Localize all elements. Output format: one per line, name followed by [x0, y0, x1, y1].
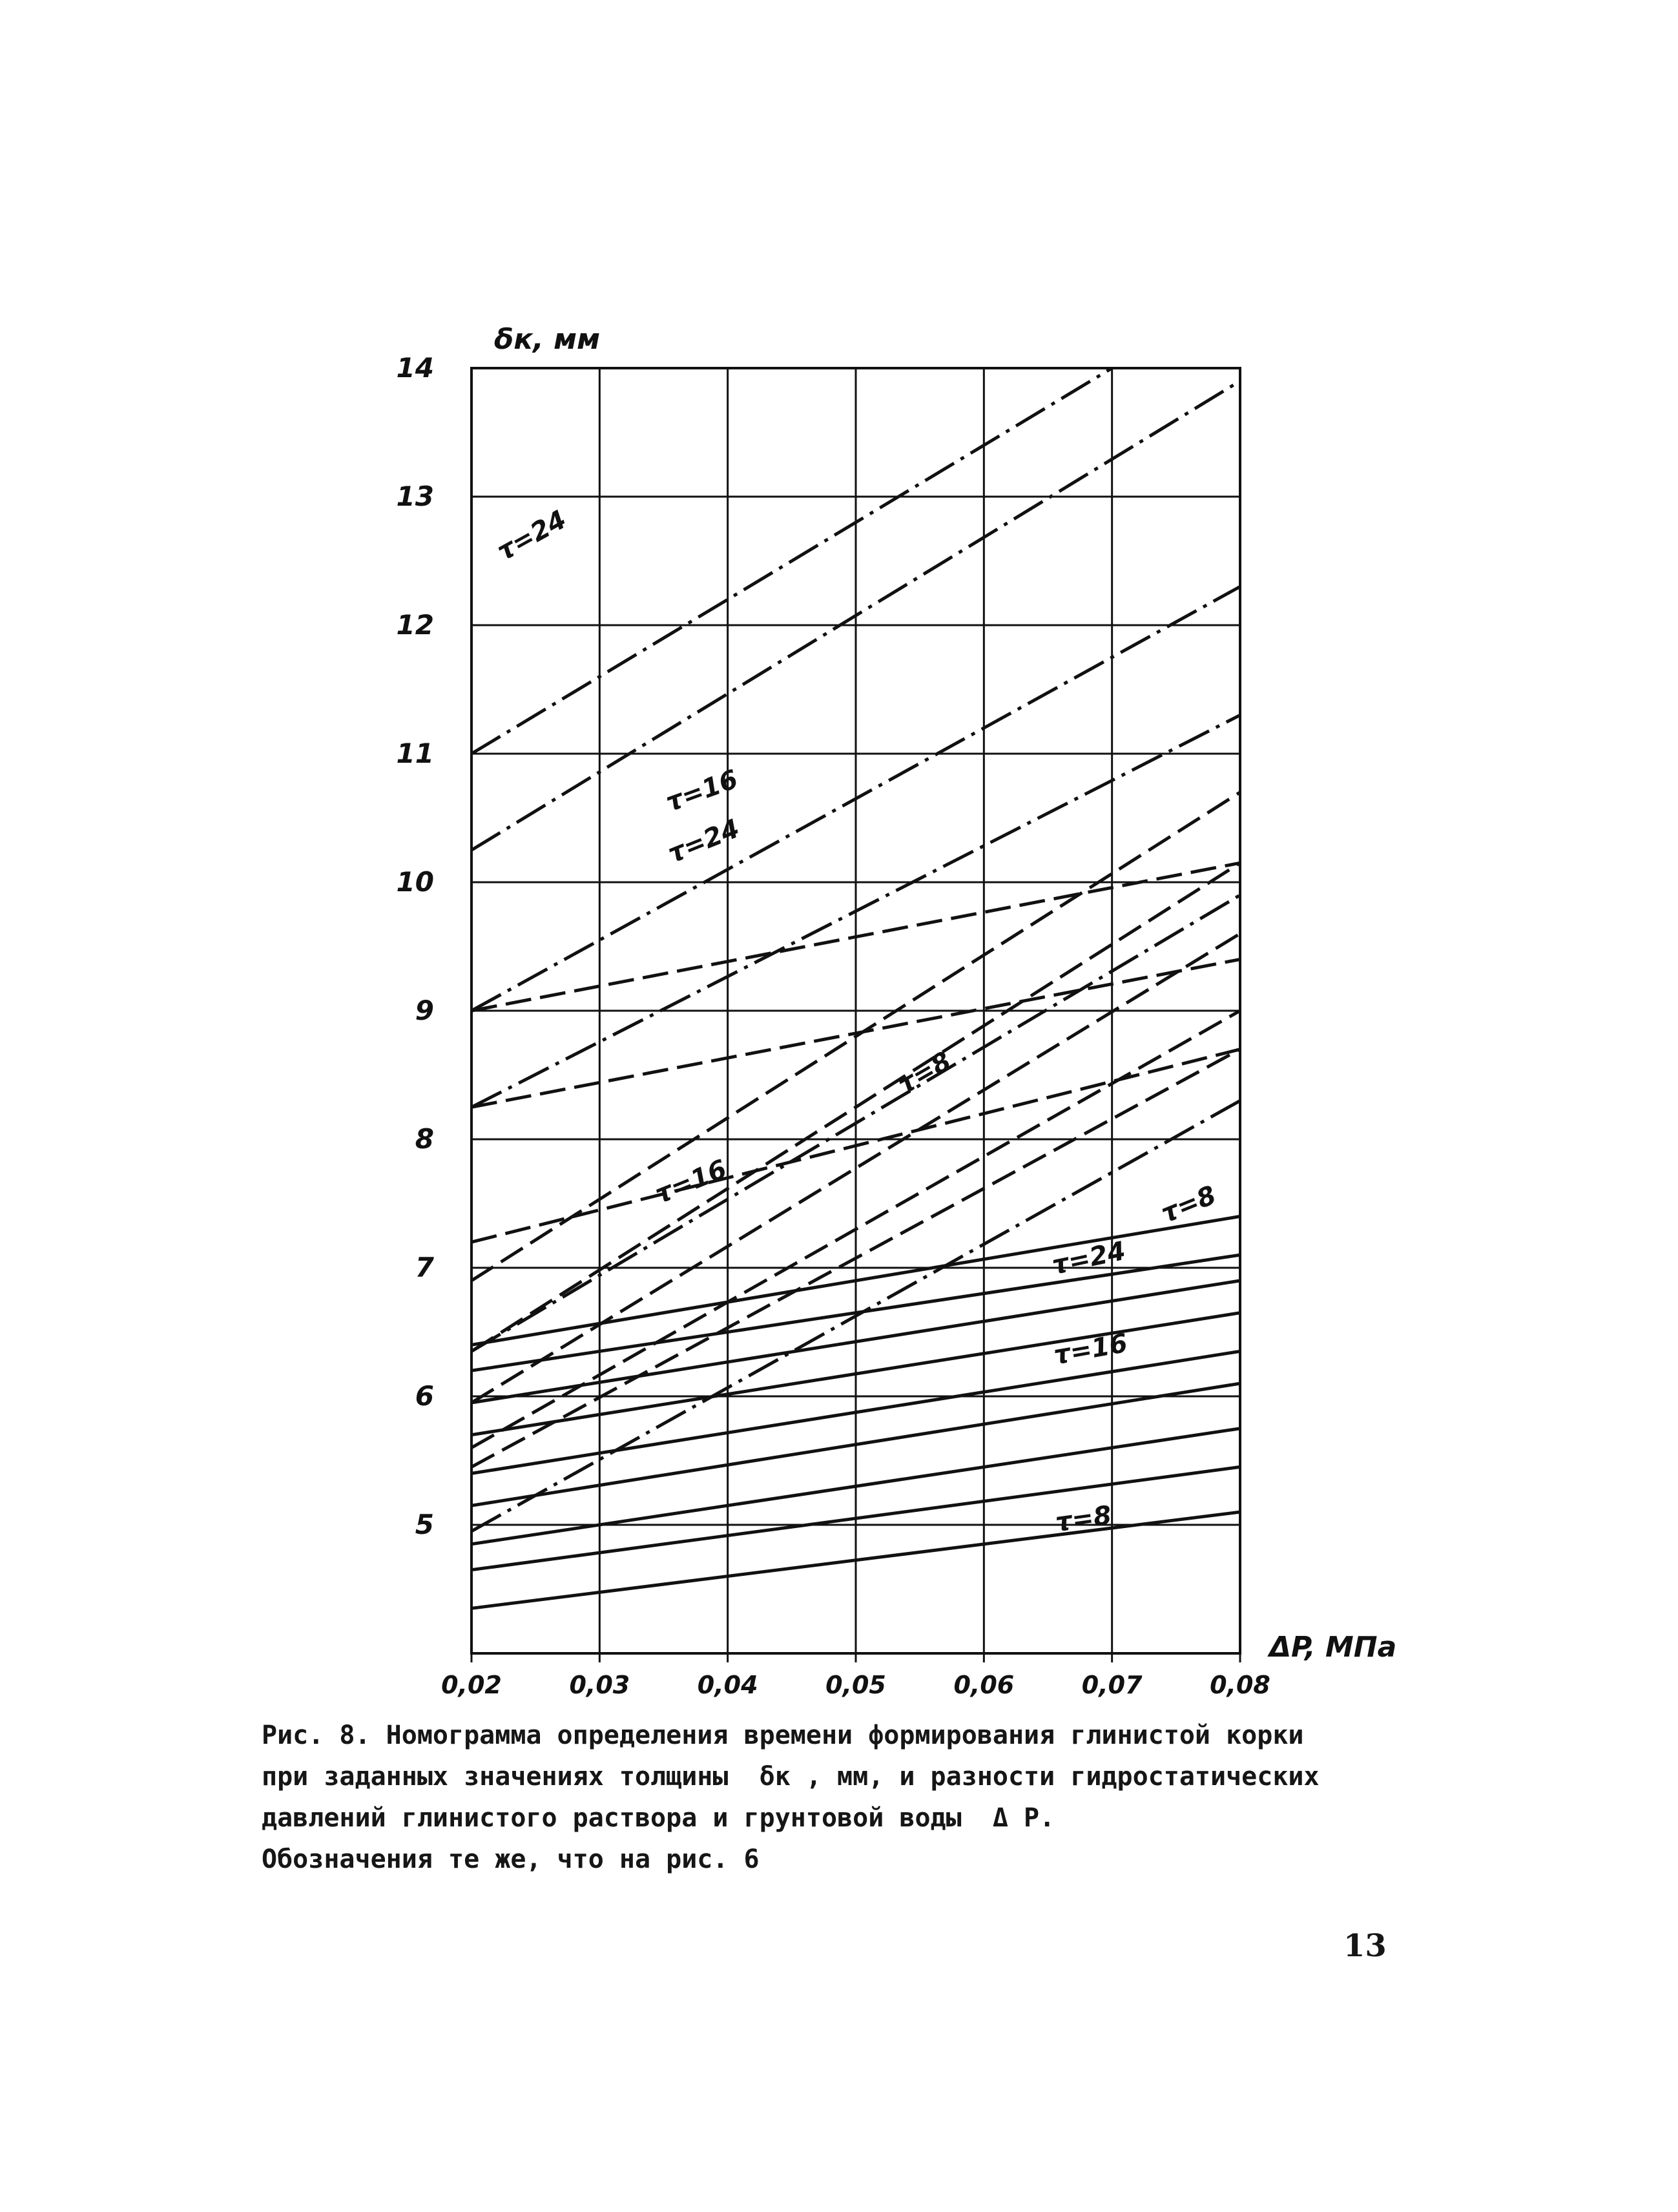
curve-label: τ=8 — [1157, 1180, 1221, 1229]
x-tick-label: 0,08 — [1210, 1671, 1270, 1699]
caption-line: давлений глинистого раствора и грунтовой воды Δ Р. — [262, 1803, 1055, 1833]
y-axis-title: δк, мм — [494, 323, 601, 356]
x-tick-label: 0,07 — [1081, 1671, 1143, 1699]
curve-label: τ=8 — [1053, 1500, 1113, 1538]
x-tick-label: 0,02 — [441, 1671, 502, 1699]
curve-label: τ=16 — [662, 764, 742, 818]
y-tick-label: 7 — [415, 1252, 434, 1283]
y-tick-label: 8 — [415, 1123, 434, 1155]
curve-label: τ=24 — [492, 504, 572, 567]
y-tick-label: 12 — [396, 609, 434, 641]
x-tick-label: 0,03 — [569, 1671, 630, 1699]
x-axis-title: ΔP, МПа — [1269, 1631, 1397, 1664]
y-tick-label: 5 — [415, 1509, 434, 1540]
figure-caption — [262, 1715, 1437, 1880]
y-tick-label: 14 — [396, 352, 434, 384]
y-tick-label: 13 — [396, 481, 434, 512]
y-tick-label: 10 — [396, 866, 434, 898]
caption-line: при заданных значениях толщины δк , мм, и разности гидростатических — [262, 1762, 1320, 1792]
curve-label: τ=16 — [651, 1154, 731, 1210]
x-tick-label: 0,06 — [953, 1671, 1015, 1699]
curve-label: τ=24 — [663, 813, 744, 869]
curve-label: τ=24 — [1049, 1235, 1128, 1281]
x-tick-label: 0,04 — [697, 1671, 758, 1699]
caption-line: Рис. 8. Номограмма определения времени формирования глинистой корки — [262, 1721, 1304, 1750]
series-line-dashdot — [471, 368, 1112, 754]
y-tick-label: 11 — [396, 738, 434, 769]
x-tick-label: 0,05 — [825, 1671, 886, 1699]
curve-label: τ=8 — [893, 1046, 957, 1101]
y-tick-label: 9 — [415, 995, 434, 1026]
curve-label: τ=16 — [1051, 1328, 1130, 1371]
caption-line: Обозначения те же, что на рис. 6 — [262, 1845, 760, 1874]
y-tick-label: 6 — [415, 1380, 434, 1412]
page-number: 13 — [1343, 1928, 1387, 1964]
